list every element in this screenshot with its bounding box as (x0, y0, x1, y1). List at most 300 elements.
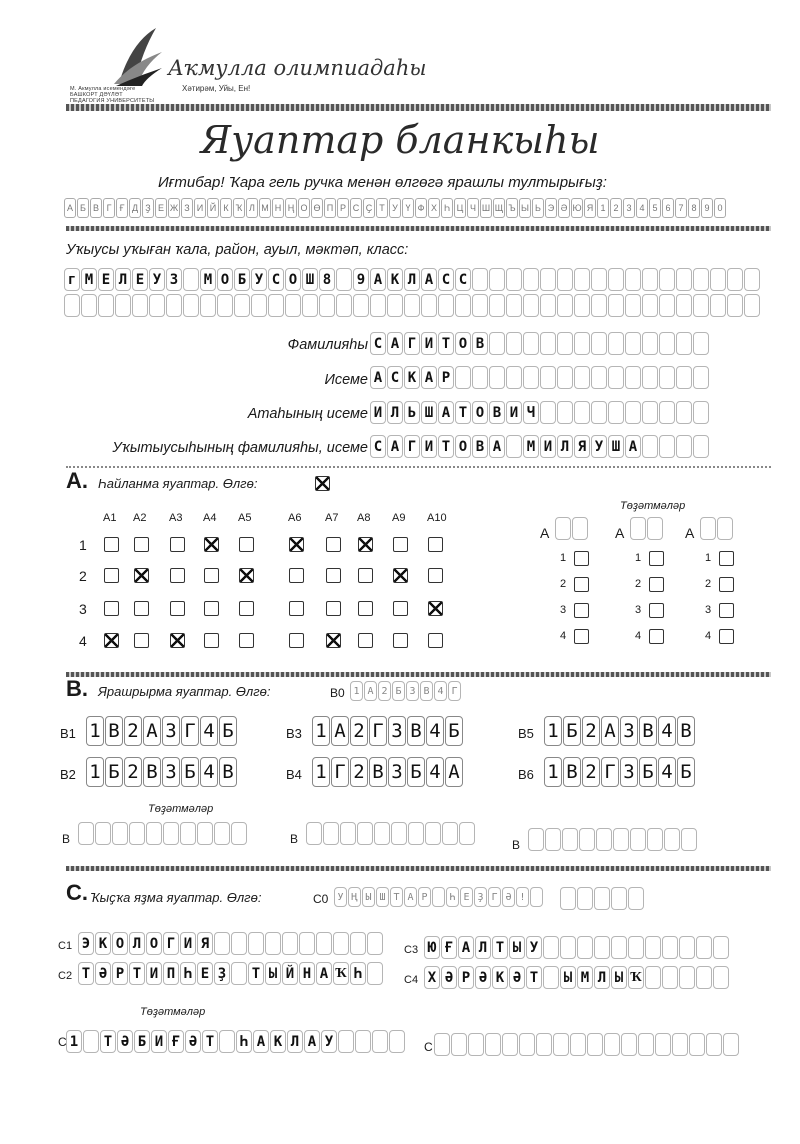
char-cell: А (438, 401, 454, 424)
char-cell: 1 (544, 757, 562, 787)
answer-checkbox-a10-3[interactable] (428, 601, 443, 616)
char-cell: Ч (523, 401, 539, 424)
char-cell: Ш (376, 887, 389, 907)
org-line-2: БАШКОРТ ДӘҮЛӘТ (70, 92, 123, 98)
char-cell: Ь (404, 401, 420, 424)
answer-field-b6[interactable] (544, 757, 695, 787)
alphabet-glyph: Р (337, 198, 349, 218)
answer-checkbox-a3-3[interactable] (170, 601, 185, 616)
char-cell: Ы (611, 966, 627, 989)
char-cell: А (331, 716, 349, 746)
alphabet-glyph: Ю (571, 198, 583, 218)
correction-checkbox[interactable] (574, 603, 589, 618)
alphabet-glyph: Т (376, 198, 388, 218)
char-cell: Ә (502, 887, 515, 907)
char-cell (744, 294, 760, 317)
alphabet-glyph: 0 (714, 198, 726, 218)
char-cell: Ы (362, 887, 375, 907)
alphabet-glyph: П (324, 198, 336, 218)
char-cell (523, 268, 539, 291)
answer-code-b6: B6 (518, 767, 534, 782)
correction-checkbox[interactable] (719, 629, 734, 644)
answer-field-c2[interactable] (78, 962, 383, 985)
correction-field[interactable] (528, 828, 697, 851)
char-cell: 3 (620, 757, 638, 787)
char-cell (129, 822, 145, 845)
char-cell: Л (594, 966, 610, 989)
char-cell (112, 822, 128, 845)
char-cell (485, 1033, 501, 1056)
correction-row-number: 4 (635, 630, 642, 642)
char-cell (489, 332, 505, 355)
char-cell (577, 936, 593, 959)
correction-code: B (62, 832, 71, 846)
alphabet-glyph: 7 (675, 198, 687, 218)
char-cell (693, 366, 709, 389)
alphabet-glyph: Щ (493, 198, 505, 218)
correction-checkbox[interactable] (649, 603, 664, 618)
char-cell (350, 932, 366, 955)
answer-checkbox-a4-4[interactable] (204, 633, 219, 648)
name-label: Исеме (324, 372, 368, 388)
char-cell (391, 822, 407, 845)
answer-checkbox-a1-2[interactable] (104, 568, 119, 583)
char-cell: Һ (350, 962, 366, 985)
column-header-a7: A7 (325, 512, 339, 524)
char-cell: И (180, 932, 196, 955)
alphabet-glyph: Ы (519, 198, 531, 218)
answer-checkbox-a7-2[interactable] (326, 568, 341, 583)
answer-checkbox-a7-1[interactable] (326, 537, 341, 552)
char-cell (706, 1033, 722, 1056)
char-cell: Х (424, 966, 440, 989)
divider (66, 672, 771, 677)
char-cell (166, 294, 182, 317)
section-c-correction-1[interactable] (66, 1030, 405, 1053)
correction-task-label: A (540, 525, 550, 541)
answer-code-c3: C3 (404, 944, 419, 956)
char-cell: Ә (475, 966, 491, 989)
char-cell: И (151, 1030, 167, 1053)
char-cell: Г (331, 757, 349, 787)
column-header-a8: A8 (357, 512, 371, 524)
column-header-a9: A9 (392, 512, 406, 524)
char-cell (553, 1033, 569, 1056)
char-cell (555, 517, 571, 540)
answer-checkbox-a9-4[interactable] (393, 633, 408, 648)
char-cell (557, 294, 573, 317)
char-cell (319, 294, 335, 317)
correction-task-label: A (615, 525, 625, 541)
char-cell (197, 822, 213, 845)
answer-checkbox-a1-3[interactable] (104, 601, 119, 616)
char-cell: Б (134, 1030, 150, 1053)
char-cell (404, 294, 420, 317)
char-cell (717, 517, 733, 540)
char-cell: И (370, 401, 386, 424)
char-cell (710, 268, 726, 291)
char-cell (642, 294, 658, 317)
answer-field-b1[interactable] (86, 716, 237, 746)
char-cell (115, 294, 131, 317)
answer-field-b2[interactable] (86, 757, 237, 787)
char-cell: В (369, 757, 387, 787)
char-cell: У (321, 1030, 337, 1053)
teacher-field[interactable] (370, 435, 709, 458)
char-cell: 1 (66, 1030, 82, 1053)
char-cell: В (489, 401, 505, 424)
char-cell: Г (369, 716, 387, 746)
char-cell: Һ (236, 1030, 252, 1053)
char-cell (693, 294, 709, 317)
column-header-a4: A4 (203, 512, 217, 524)
alphabet-glyph: З (181, 198, 193, 218)
char-cell: 3 (162, 716, 180, 746)
char-cell: Л (475, 936, 491, 959)
char-cell (625, 332, 641, 355)
char-cell: Г (404, 435, 420, 458)
answer-checkbox-a2-4[interactable] (134, 633, 149, 648)
correction-checkbox[interactable] (719, 577, 734, 592)
answer-field-b5[interactable] (544, 716, 695, 746)
char-cell (530, 887, 543, 907)
patronymic-field[interactable] (370, 401, 709, 424)
char-cell: 2 (124, 716, 142, 746)
section-b-letter: B. (66, 676, 88, 701)
char-cell (659, 366, 675, 389)
char-cell: О (455, 435, 471, 458)
alphabet-glyph: Н (272, 198, 284, 218)
correction-code: B (512, 838, 521, 852)
char-cell: И (421, 332, 437, 355)
answer-code-b2: B2 (60, 767, 76, 782)
answer-checkbox-a6-2[interactable] (289, 568, 304, 583)
correction-checkbox[interactable] (649, 551, 664, 566)
answer-checkbox-a4-1[interactable] (204, 537, 219, 552)
char-cell: 4 (658, 757, 676, 787)
char-cell: К (404, 366, 420, 389)
answer-checkbox-a10-2[interactable] (428, 568, 443, 583)
sample-alphabet (64, 198, 726, 218)
answer-field-b3[interactable] (312, 716, 463, 746)
answer-checkbox-a8-2[interactable] (358, 568, 373, 583)
char-cell: 3 (388, 757, 406, 787)
section-c-corr-code-2: C (424, 1040, 433, 1054)
char-cell (468, 1033, 484, 1056)
correction-field[interactable] (78, 822, 247, 845)
char-cell (231, 962, 247, 985)
char-cell (574, 294, 590, 317)
char-cell (234, 294, 250, 317)
char-cell (506, 366, 522, 389)
char-cell: Т (100, 1030, 116, 1053)
char-cell: Е (197, 962, 213, 985)
correction-checkbox[interactable] (719, 603, 734, 618)
char-cell (78, 822, 94, 845)
char-cell: Г (448, 681, 461, 701)
correction-checkbox[interactable] (574, 629, 589, 644)
char-cell: Ҙ (474, 887, 487, 907)
answer-checkbox-a3-1[interactable] (170, 537, 185, 552)
char-cell (528, 828, 544, 851)
char-cell (608, 294, 624, 317)
char-cell (95, 822, 111, 845)
answer-checkbox-a6-4[interactable] (289, 633, 304, 648)
correction-checkbox[interactable] (574, 577, 589, 592)
char-cell (282, 932, 298, 955)
alphabet-glyph: 3 (623, 198, 635, 218)
section-c-corr-code: C (58, 1035, 67, 1049)
char-cell (338, 1030, 354, 1053)
char-cell (642, 268, 658, 291)
correction-checkbox[interactable] (649, 629, 664, 644)
char-cell: С (370, 332, 386, 355)
char-cell: Б (392, 681, 405, 701)
answer-checkbox-a5-4[interactable] (239, 633, 254, 648)
name-field[interactable] (370, 366, 709, 389)
correction-code: B (290, 832, 299, 846)
patronymic-label: Атаһының исеме (247, 406, 368, 422)
char-cell (214, 822, 230, 845)
form-title: Яуаптар бланкыһы (200, 118, 600, 162)
char-cell (679, 966, 695, 989)
alphabet-glyph: Г (103, 198, 115, 218)
char-cell: А (370, 268, 386, 291)
answer-code-b1: B1 (60, 726, 76, 741)
char-cell: Р (458, 966, 474, 989)
correction-checkbox[interactable] (574, 551, 589, 566)
char-cell (459, 822, 475, 845)
correction-checkbox[interactable] (649, 577, 664, 592)
answer-checkbox-a2-3[interactable] (134, 601, 149, 616)
char-cell (372, 1030, 388, 1053)
char-cell (679, 936, 695, 959)
char-cell (451, 1033, 467, 1056)
char-cell (727, 294, 743, 317)
char-cell: Е (460, 887, 473, 907)
char-cell: И (506, 401, 522, 424)
char-cell (591, 294, 607, 317)
section-c-sample-tail (560, 887, 644, 910)
answer-checkbox-a9-1[interactable] (393, 537, 408, 552)
char-cell (506, 435, 522, 458)
char-cell (455, 366, 471, 389)
char-cell (489, 268, 505, 291)
answer-checkbox-a6-3[interactable] (289, 601, 304, 616)
answer-checkbox-a10-4[interactable] (428, 633, 443, 648)
char-cell: 9 (353, 268, 369, 291)
char-cell (710, 294, 726, 317)
char-cell (248, 932, 264, 955)
answer-checkbox-a10-1[interactable] (428, 537, 443, 552)
char-cell (608, 401, 624, 424)
char-cell: С (268, 268, 284, 291)
char-cell (642, 435, 658, 458)
char-cell: Я (574, 435, 590, 458)
answer-checkbox-a3-2[interactable] (170, 568, 185, 583)
char-cell (219, 1030, 235, 1053)
char-cell: А (421, 268, 437, 291)
correction-task-field[interactable] (630, 517, 663, 540)
column-header-a1: A1 (103, 512, 117, 524)
correction-row-number: 2 (635, 578, 642, 590)
char-cell: У (334, 887, 347, 907)
correction-checkbox[interactable] (719, 551, 734, 566)
answer-checkbox-a6-1[interactable] (289, 537, 304, 552)
school-field-row2[interactable] (64, 294, 760, 317)
alphabet-glyph: 4 (636, 198, 648, 218)
section-c-correction-2[interactable] (434, 1033, 739, 1056)
alphabet-glyph: С (350, 198, 362, 218)
char-cell (628, 936, 644, 959)
answer-checkbox-a5-2[interactable] (239, 568, 254, 583)
char-cell: Ә (185, 1030, 201, 1053)
char-cell (625, 401, 641, 424)
char-cell: Ә (509, 966, 525, 989)
char-cell (659, 435, 675, 458)
answer-checkbox-a1-4[interactable] (104, 633, 119, 648)
char-cell (98, 294, 114, 317)
org-line-3: ПЕДАГОГИЯ УНИВЕРСИТЕТЫ (70, 98, 155, 104)
char-cell: Ғ (441, 936, 457, 959)
answer-checkbox-a2-2[interactable] (134, 568, 149, 583)
answer-code-b3: B3 (286, 726, 302, 741)
char-cell (543, 936, 559, 959)
char-cell (628, 887, 644, 910)
char-cell (183, 294, 199, 317)
char-cell: ! (516, 887, 529, 907)
char-cell: У (251, 268, 267, 291)
char-cell (591, 332, 607, 355)
char-cell (570, 1033, 586, 1056)
answer-checkbox-a4-2[interactable] (204, 568, 219, 583)
section-a-description: Һайланма яуаптар. Өлгө: (98, 476, 258, 491)
answer-checkbox-a8-1[interactable] (358, 537, 373, 552)
char-cell (146, 822, 162, 845)
alphabet-glyph: Ә (558, 198, 570, 218)
alphabet-glyph: Ч (467, 198, 479, 218)
answer-checkbox-a4-3[interactable] (204, 601, 219, 616)
answer-checkbox-a1-1[interactable] (104, 537, 119, 552)
correction-row-number: 1 (705, 552, 712, 564)
answer-checkbox-a7-4[interactable] (326, 633, 341, 648)
char-cell (662, 936, 678, 959)
alphabet-glyph: М (259, 198, 271, 218)
answer-field-c4[interactable] (424, 966, 729, 989)
answer-checkbox-a5-1[interactable] (239, 537, 254, 552)
answer-field-b4[interactable] (312, 757, 463, 787)
char-cell (664, 828, 680, 851)
section-b-sample-code: B0 (330, 686, 345, 700)
char-cell (408, 822, 424, 845)
answer-checkbox-a3-4[interactable] (170, 633, 185, 648)
correction-task-field[interactable] (700, 517, 733, 540)
alphabet-glyph: Ү (402, 198, 414, 218)
char-cell (536, 1033, 552, 1056)
char-cell (638, 1033, 654, 1056)
char-cell (340, 822, 356, 845)
char-cell: У (526, 936, 542, 959)
sample-checkbox (315, 476, 330, 491)
alphabet-glyph: Б (77, 198, 89, 218)
answer-code-c2: C2 (58, 970, 73, 982)
char-cell: 3 (406, 681, 419, 701)
char-cell: А (404, 887, 417, 907)
char-cell: А (364, 681, 377, 701)
answer-checkbox-a8-3[interactable] (358, 601, 373, 616)
char-cell: г (64, 268, 80, 291)
char-cell: М (200, 268, 216, 291)
char-cell (645, 966, 661, 989)
row-number: 3 (79, 601, 87, 617)
char-cell: В (420, 681, 433, 701)
char-cell (302, 294, 318, 317)
char-cell: 1 (86, 757, 104, 787)
char-cell: Т (526, 966, 542, 989)
answer-code-b5: B5 (518, 726, 534, 741)
answer-checkbox-a2-1[interactable] (134, 537, 149, 552)
char-cell: В (472, 332, 488, 355)
char-cell: Э (78, 932, 94, 955)
alphabet-glyph: А (64, 198, 76, 218)
correction-field[interactable] (306, 822, 475, 845)
char-cell: 2 (124, 757, 142, 787)
char-cell: А (253, 1030, 269, 1053)
surname-field[interactable] (370, 332, 709, 355)
char-cell: Һ (446, 887, 459, 907)
answer-checkbox-a9-2[interactable] (393, 568, 408, 583)
char-cell (336, 294, 352, 317)
alphabet-glyph: Ҫ (363, 198, 375, 218)
char-cell: А (445, 757, 463, 787)
char-cell (389, 1030, 405, 1053)
char-cell (693, 268, 709, 291)
answer-field-c3[interactable] (424, 936, 729, 959)
section-c-corrections-label: Төҙәтмәләр (140, 1006, 206, 1018)
answer-checkbox-a7-3[interactable] (326, 601, 341, 616)
answer-field-c1[interactable] (78, 932, 383, 955)
char-cell (523, 294, 539, 317)
section-a-corrections-label: Төҙәтмәләр (620, 500, 686, 512)
school-field[interactable] (64, 268, 760, 291)
answer-checkbox-a5-3[interactable] (239, 601, 254, 616)
school-label: Уҡыусы уҡыған ҡала, район, ауыл, мәктәп, класс: (66, 242, 409, 258)
answer-checkbox-a8-4[interactable] (358, 633, 373, 648)
char-cell: Ш (608, 435, 624, 458)
answer-checkbox-a9-3[interactable] (393, 601, 408, 616)
correction-task-field[interactable] (555, 517, 588, 540)
char-cell (642, 366, 658, 389)
correction-row-number: 1 (560, 552, 567, 564)
teacher-label: Уҡытыусыһының фамилияһы, исеме (112, 440, 368, 456)
alphabet-glyph: 6 (662, 198, 674, 218)
char-cell: К (270, 1030, 286, 1053)
char-cell (299, 932, 315, 955)
alphabet-glyph: Ж (168, 198, 180, 218)
char-cell (574, 401, 590, 424)
char-cell (676, 332, 692, 355)
char-cell (744, 268, 760, 291)
char-cell: З (166, 268, 182, 291)
char-cell (604, 1033, 620, 1056)
char-cell (645, 936, 661, 959)
char-cell (502, 1033, 518, 1056)
char-cell (83, 1030, 99, 1053)
char-cell: А (601, 716, 619, 746)
char-cell: Ң (348, 887, 361, 907)
char-cell: Т (455, 401, 471, 424)
section-c-sample (334, 887, 543, 907)
